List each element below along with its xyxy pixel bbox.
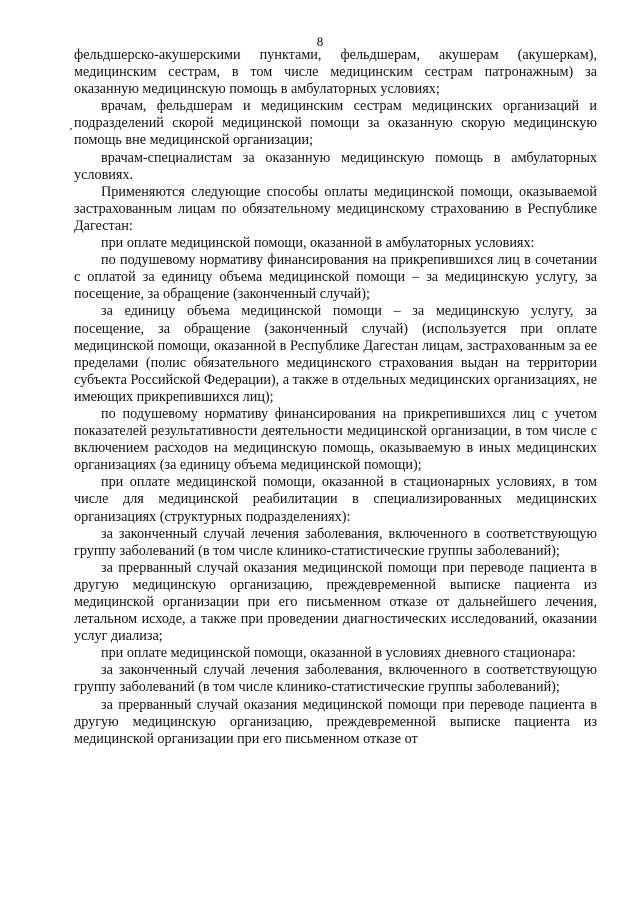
paragraph: за прерванный случай оказания медицинской помощи при переводе пациента в другую медицинскую организацию, преждевременной выписке пациента из медицинской организации при его письменном отказе от дальнейшего лечения, летальном исходе, а также при проведении диагностических исследований, оказании услуг диализа; — [74, 559, 597, 645]
paragraph: при оплате медицинской помощи, оказанной в условиях дневного стационара: — [101, 645, 576, 662]
paragraph: за законченный случай лечения заболевания, включенного в соответствующую группу заболеваний (в том числе клинико-статистические группы заболеваний); — [74, 525, 597, 559]
paragraph: при оплате медицинской помощи, оказанной в амбулаторных условиях: — [101, 235, 535, 252]
paragraph: врачам-специалистам за оказанную медицинскую помощь в амбулаторных условиях. — [74, 149, 597, 183]
paragraph: Применяются следующие способы оплаты медицинской помощи, оказываемой застрахованным лицам по обязательному медицинскому страхованию в Республике Дагестан: — [74, 183, 597, 234]
paragraph: за законченный случай лечения заболевания, включенного в соответствующую группу заболеваний (в том числе клинико-статистические группы заболеваний); — [74, 662, 597, 696]
page-number: 8 — [316, 34, 324, 49]
paragraph: за прерванный случай оказания медицинской помощи при переводе пациента в другую медицинскую организацию, преждевременной выписке пациента из медицинской организации при его письменном отказе от — [74, 696, 597, 747]
document-body — [74, 47, 597, 748]
paragraph: по подушевому нормативу финансирования на прикрепившихся лиц с учетом показателей результативности деятельности медицинской организации, в том числе с включением расходов на медицинскую помощь, оказываемую в иных медицинских организациях (за единицу объема медицинской помощи); — [74, 405, 597, 474]
paragraph: за единицу объема медицинской помощи – за медицинскую услугу, за посещение, за обращение (законченный случай) (используется при оплате медицинской помощи, оказанной в Республике Дагестан лицам, застрахованным за ее пределами (полис обязательного медицинского страхования выдан на территории субъекта Российской Федерации), а также в отдельных медицинских организациях, не имеющих прикрепившихся лиц); — [74, 303, 597, 405]
scan-speck — [70, 128, 72, 130]
paragraph: врачам, фельдшерам и медицинским сестрам медицинских организаций и подразделений скорой медицинской помощи за оказанную скорую медицинскую помощь вне медицинской организации; — [74, 98, 597, 149]
paragraph: фельдшерско-акушерскими пунктами, фельдшерам, акушерам (акушеркам), медицинским сестрам, в том числе медицинским сестрам патронажным) за оказанную медицинскую помощь в амбулаторных условиях; — [74, 47, 597, 98]
paragraph: по подушевому нормативу финансирования на прикрепившихся лиц в сочетании с оплатой за единицу объема медицинской помощи – за медицинскую услугу, за посещение, за обращение (законченный случай); — [74, 252, 597, 303]
paragraph: при оплате медицинской помощи, оказанной в стационарных условиях, в том числе для медицинской реабилитации в специализированных медицинских организациях (структурных подразделениях): — [74, 474, 597, 525]
